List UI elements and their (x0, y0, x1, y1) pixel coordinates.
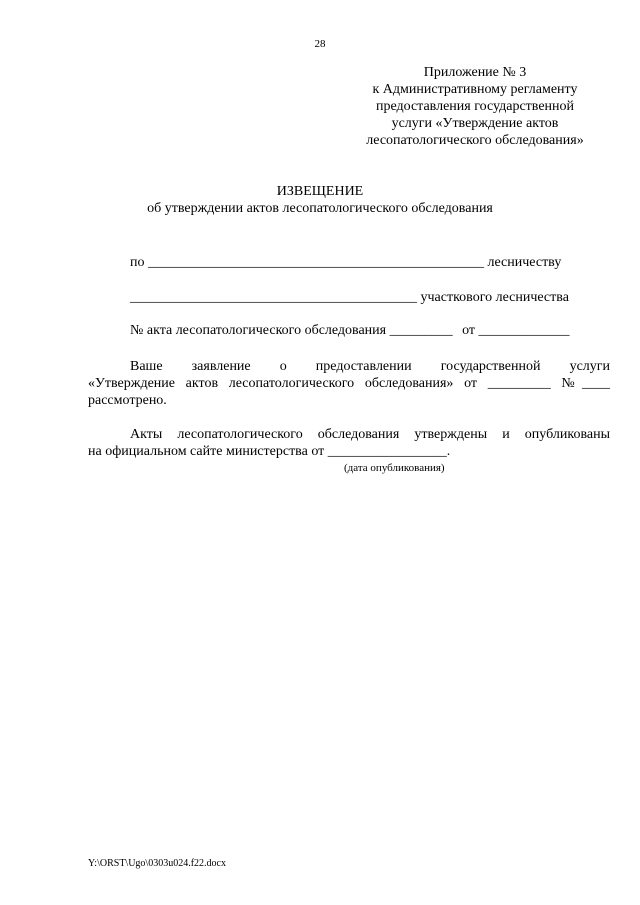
forestry-field (130, 254, 561, 271)
p2-line-2: на официальном сайте министерства от _________________. (88, 444, 451, 459)
p1-line-3: рассмотрено. (88, 393, 167, 408)
forestry-suffix: лесничеству (487, 255, 562, 270)
p1-line-2: «Утверждение актов лесопатологического обследования» от _________ №____ (88, 376, 610, 391)
act-date-blank: _____________ (478, 323, 570, 338)
forestry-blank: ________________________________________________ (148, 255, 484, 270)
title-main: ИЗВЕЩЕНИЕ (276, 184, 364, 199)
act-from: от (462, 323, 476, 338)
appendix-line-2: к Административному регламенту (372, 82, 578, 97)
district-blank: _________________________________________ (130, 290, 417, 305)
appendix-line-3: предоставления государственной (375, 99, 575, 114)
district-suffix: участкового лесничества (420, 290, 569, 305)
paragraph-review (88, 358, 610, 409)
appendix-line-1: Приложение № 3 (423, 65, 527, 80)
page-number: 28 (314, 38, 326, 50)
appendix-line-5: лесопатологического обследования» (366, 133, 584, 148)
act-label: № акта лесопатологического обследования (130, 323, 387, 338)
publication-date-caption: (дата опубликования) (344, 462, 445, 474)
appendix-line-4: услуги «Утверждение актов (391, 116, 559, 131)
p1-line-1: Ваше заявление о предоставлении государственной услуги (130, 359, 610, 374)
forestry-prefix: по (130, 255, 145, 270)
appendix-block (350, 64, 600, 149)
act-field (130, 322, 570, 339)
p2-line-1: Акты лесопатологического обследования утверждены и опубликованы (130, 427, 610, 442)
district-field (130, 289, 569, 306)
file-path-footer: Y:\ORST\Ugo\0303u024.f22.docx (88, 858, 226, 869)
title-sub: об утверждении актов лесопатологического обследования (147, 201, 493, 216)
act-number-blank: _________ (389, 323, 453, 338)
document-title (0, 183, 640, 217)
paragraph-published (88, 426, 610, 460)
